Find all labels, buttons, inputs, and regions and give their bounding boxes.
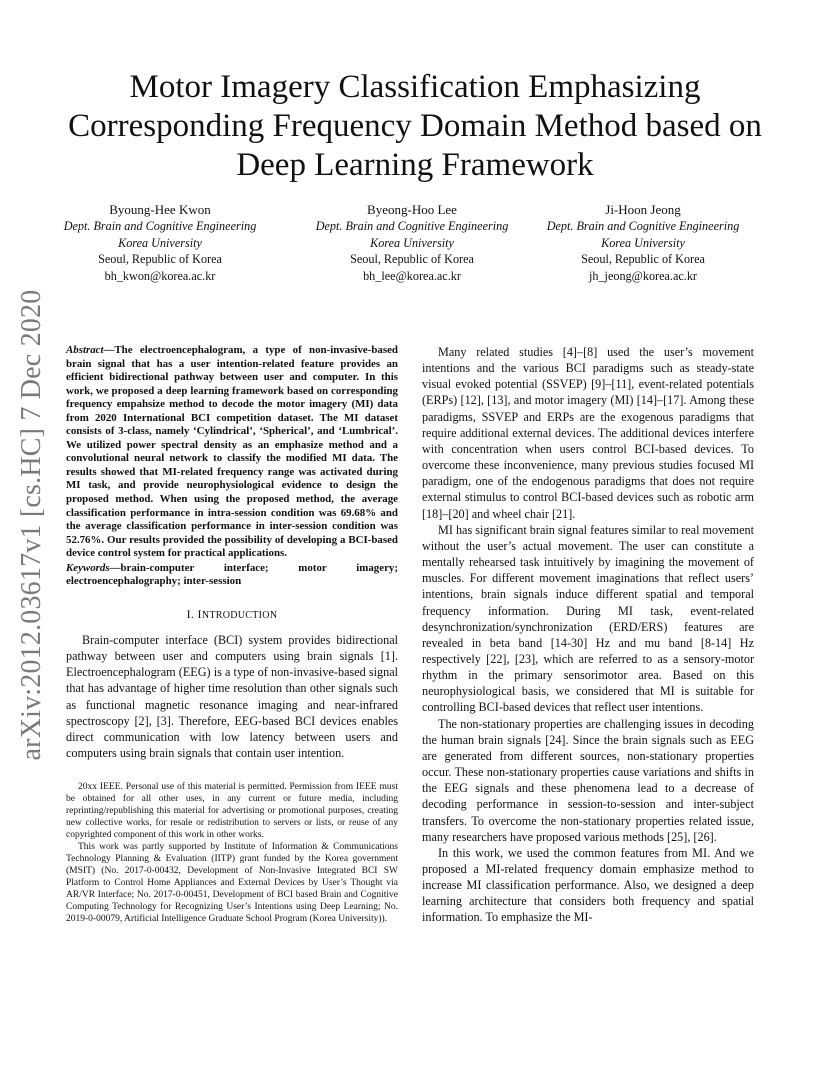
author-email: bh_kwon@korea.ac.kr: [104, 268, 216, 283]
body-paragraph: The non-stationary properties are challenging issues in decoding the human brain signals [24]. Since the brain signals such as EEG are generated from different sources, non-stationary properties occur. These non-stationary properties cause variations and shifts in the EEG signals and these phenomena lead to a decrease of decoding performance in session-to-session and inter-subject transfers. To overcome the non-stationary properties related issue, many researchers have proposed various methods [25], [26].: [422, 716, 754, 844]
body-paragraph: Many related studies [4]–[8] used the user’s movement intentions and the various BCI paradigms such as steady-state visual evoked potential (SSVEP) [9]–[11], event-related potentials (ERPs) [12], [13], and motor imagery (MI) [14]–[17]. Among these paradigms, SSVEP and ERPs are the exogenous paradigms that require additional external devices. The additional devices interfere with concentration when users control BCI-based devices. To overcome these inconvenience, many previous studies focused MI paradigm, one of the endogenous paradigms that does not require external stimulus to control BCI-based devices such as robotic arm [18]–[20] and wheel chair [21].: [422, 345, 754, 521]
left-column: [66, 344, 398, 925]
author-name: Byeong-Hoo Lee: [367, 202, 457, 217]
arxiv-stamp-text: arXiv:2012.03617v1 [cs.HC] 7 Dec 2020: [16, 289, 47, 761]
arxiv-stamp: [12, 290, 52, 760]
body-paragraph: MI has significant brain signal features similar to real movement without the user’s actual movement. The user can constitute a mentally rehearsed task intuitively by imagining the movement of muscles. For different movement imaginations that reflect users’ intentions, brain signals induce different spatial and temporal frequency information. During MI task, event-related desynchronization/synchronization (ERD/ERS) features are revealed in beta band [14-30] Hz and mu band [8-14] Hz respectively [22], [23], which are referred to as a sensory-motor rhythm in the primary sensorimotor area. Based on this neurophysiological basis, we considered that MI is suitable for controlling BCI-based devices that reflect user intentions.: [422, 522, 754, 715]
right-column: [422, 344, 754, 926]
intro-paragraph-1: Brain-computer interface (BCI) system provides bidirectional pathway between user and computers using brain signals [1]. Electroencephalogram (EEG) is a type of non-invasive-based signal that has advantage of higher time resolution than other signals such as functional magnetic resonance imaging and near-infrared spectroscopy [2], [3]. Therefore, EEG-based BCI devices enables direct communication with low latency between users and computers using brain signals that contain user intention.: [66, 633, 398, 761]
section-numeral: I.: [186, 606, 198, 621]
section-first-letter: I: [197, 606, 202, 621]
footnote-copyright: 20xx IEEE. Personal use of this material is permitted. Permission from IEEE must be obtained for all other uses, in any current or future media, including reprinting/republishing this material for advertising or promotional purposes, creating new collective works, for resale or redistribution to servers or lists, or reuse of any copyrighted component of this work in other works.: [66, 782, 398, 841]
footnote-funding: This work was partly supported by Institute of Information & Communications Technology Planning & Evaluation (IITP) grant funded by the Korea government (MSIT) (No. 2017-0-00432, Development of Non-Invasive Integrated BCI SW Platform to Control Home Appliances and External Devices by User’s Thought via AR/VR Interface; No. 2017-0-00451, Development of BCI based Brain and Cognitive Computing Technology for Recognizing User’s Intentions using Deep Learning; No. 2019-0-00079, Artificial Intelligence Graduate School Program (Korea University)).: [66, 842, 398, 925]
author-univ: Korea University: [370, 235, 454, 250]
keywords-text: —brain-computer interface; motor imagery; electroencephalography; inter-session: [66, 561, 398, 588]
abstract-text: —The electroencephalogram, a type of non-invasive-based brain signal that has a user intention-related feature provides an efficient bidirectional pathway between user and computer. In this work, we proposed a deep learning framework based on corresponding frequency empahsize method to decode the motor imagery (MI) data from 2020 International BCI competition dataset. The MI dataset consists of 3-class, namely ‘Cylindrical’, ‘Spherical’, and ‘Lumbrical’. We utilized power spectral density as an emphasize method and a convolutional neural network to classify the modified MI data. The results showed that MI-related frequency range was activated during MI task, and provide neurophysiological evidence to design the proposed method. When using the proposed method, the average classification performance in intra-session condition was 69.68% and the average classification performance in inter-session condition was 52.76%. Our results provided the possibility of developing a BCI-based device control system for practical applications.: [66, 344, 398, 560]
author-location: Seoul, Republic of Korea: [98, 252, 222, 267]
author-dept: Dept. Brain and Cognitive Engineering: [63, 219, 257, 234]
footnotes: [66, 781, 398, 925]
author-email: bh_lee@korea.ac.kr: [363, 268, 461, 283]
abstract: [66, 344, 398, 561]
author-location: Seoul, Republic of Korea: [581, 252, 705, 267]
author-dept: Dept. Brain and Cognitive Engineering: [315, 219, 509, 234]
abstract-label: Abstract: [66, 344, 104, 356]
author-email: jh_jeong@korea.ac.kr: [588, 268, 697, 283]
body-paragraph: In this work, we used the common features from MI. And we proposed a MI-related frequency domain emphasize method to increase MI classification performance. Also, we designed a deep learning architecture that considers both frequency and spatial information. To emphasize the MI-: [422, 845, 754, 925]
author-name: Byoung-Hee Kwon: [109, 202, 211, 217]
section-heading: [66, 606, 398, 624]
author-location: Seoul, Republic of Korea: [350, 252, 474, 267]
keywords: [66, 562, 398, 589]
author-univ: Korea University: [601, 235, 685, 250]
author-dept: Dept. Brain and Cognitive Engineering: [546, 219, 740, 234]
author-block-1: [40, 202, 280, 284]
paper-title: Motor Imagery Classification Emphasizing Corresponding Frequency Domain Method based on Deep Learning Framework: [68, 69, 762, 183]
author-block-3: [523, 202, 763, 284]
section-rest: NTRODUCTION: [201, 609, 278, 621]
author-block-2: [292, 202, 532, 284]
author-univ: Korea University: [118, 235, 202, 250]
keywords-label: Keywords: [66, 561, 110, 574]
author-name: Ji-Hoon Jeong: [605, 202, 681, 217]
